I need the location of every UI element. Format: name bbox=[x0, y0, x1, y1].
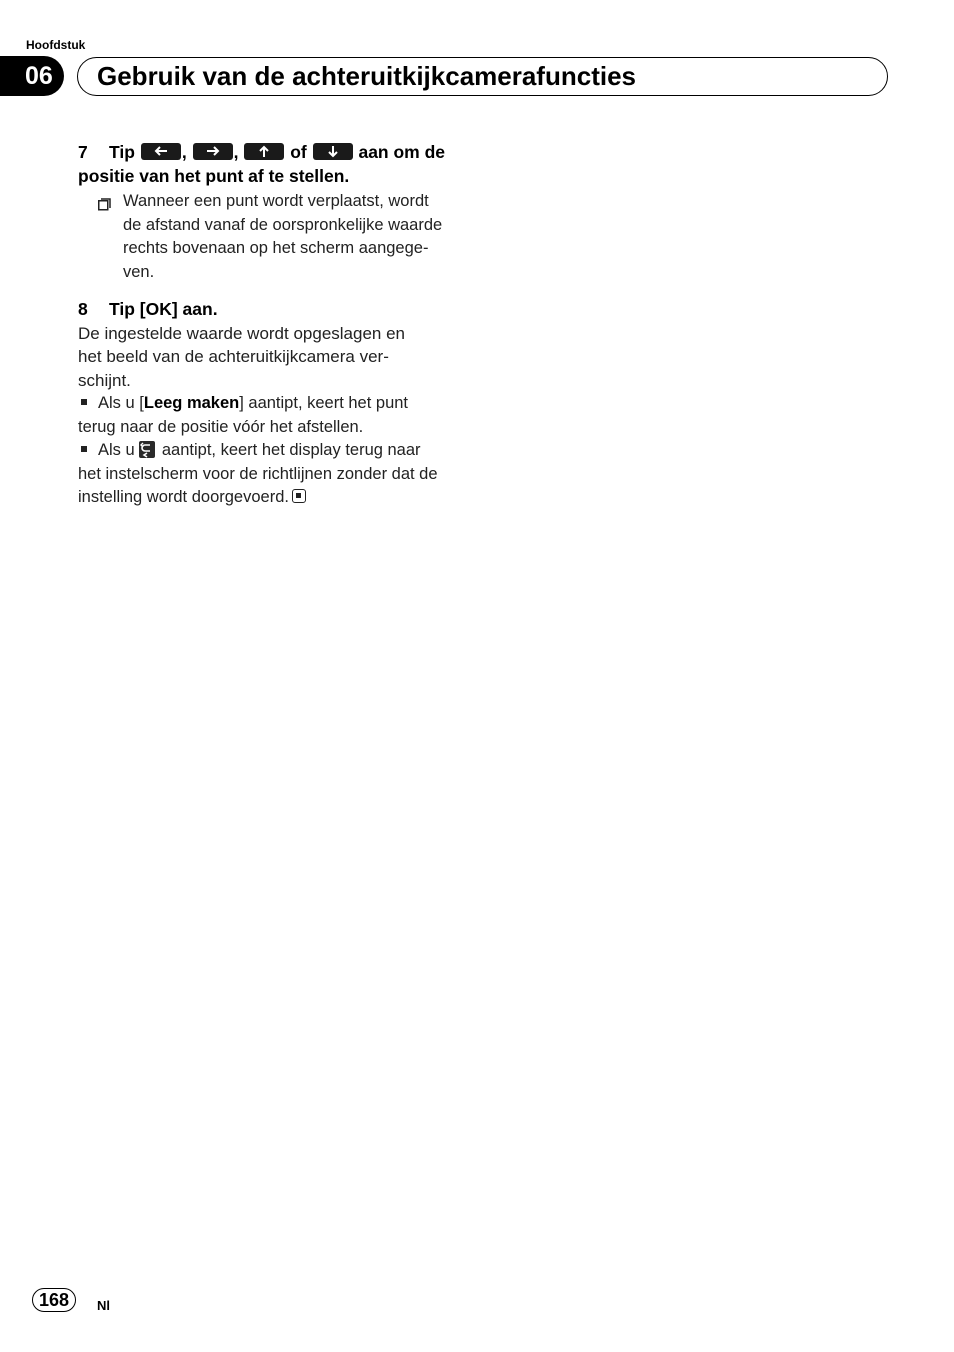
bullet-2: Als u aantipt, keert het display terug naar het instelscherm voor de richtlijnen zonder dat de instelling wordt doorgevoerd. bbox=[78, 441, 438, 506]
end-of-section-icon bbox=[292, 489, 306, 503]
step-8-title: Tip [OK] aan. bbox=[109, 299, 218, 319]
leeg-maken-label: Leeg maken bbox=[143, 394, 240, 412]
note-line-4: ven. bbox=[123, 262, 155, 281]
step-8-heading bbox=[78, 298, 470, 322]
note-line-3: rechts bovenaan op het scherm aangege- bbox=[123, 239, 429, 257]
note-line-2: de afstand vanaf de oorspronkelijke waarde bbox=[123, 215, 443, 234]
arrow-up-icon bbox=[244, 143, 284, 160]
bullet-square-icon bbox=[81, 446, 87, 452]
step-7-note bbox=[78, 190, 470, 284]
step-8-paragraph: De ingestelde waarde wordt opgeslagen en het beeld van de achteruitkijkcamera ver- schijnt. bbox=[78, 323, 406, 390]
back-icon bbox=[139, 441, 155, 458]
page-number: 168 bbox=[32, 1288, 76, 1312]
chapter-label: Hoofdstuk bbox=[26, 38, 86, 52]
arrow-down-icon bbox=[313, 143, 353, 160]
bullet-square-icon bbox=[81, 399, 87, 405]
note-line-1: Wanneer een punt wordt verplaatst, wordt bbox=[123, 192, 429, 210]
step-7-line2: positie van het punt af te stellen. bbox=[78, 165, 350, 186]
step-7-of: of bbox=[290, 142, 307, 162]
step-7-tip: Tip bbox=[109, 142, 135, 162]
note-box-icon bbox=[98, 195, 111, 219]
step-7-rest: aan om de bbox=[358, 142, 446, 162]
chapter-title-box bbox=[77, 57, 888, 96]
step-8-number: 8 bbox=[78, 299, 88, 319]
arrow-left-icon bbox=[141, 143, 181, 160]
chapter-number-tab: 06 bbox=[0, 56, 64, 96]
step-7-heading: 7 Tip , , of aan om de positie van het punt af te stellen. bbox=[78, 141, 470, 188]
language-code: Nl bbox=[97, 1298, 110, 1313]
step-7-number: 7 bbox=[78, 142, 88, 162]
main-content bbox=[78, 141, 470, 510]
arrow-right-icon bbox=[193, 143, 233, 160]
bullet-1: Als u [Leeg maken] aantipt, keert het punt terug naar de positie vóór het afstellen. bbox=[78, 394, 409, 436]
chapter-title: Gebruik van de achteruitkijkcamerafuncties bbox=[97, 61, 636, 91]
